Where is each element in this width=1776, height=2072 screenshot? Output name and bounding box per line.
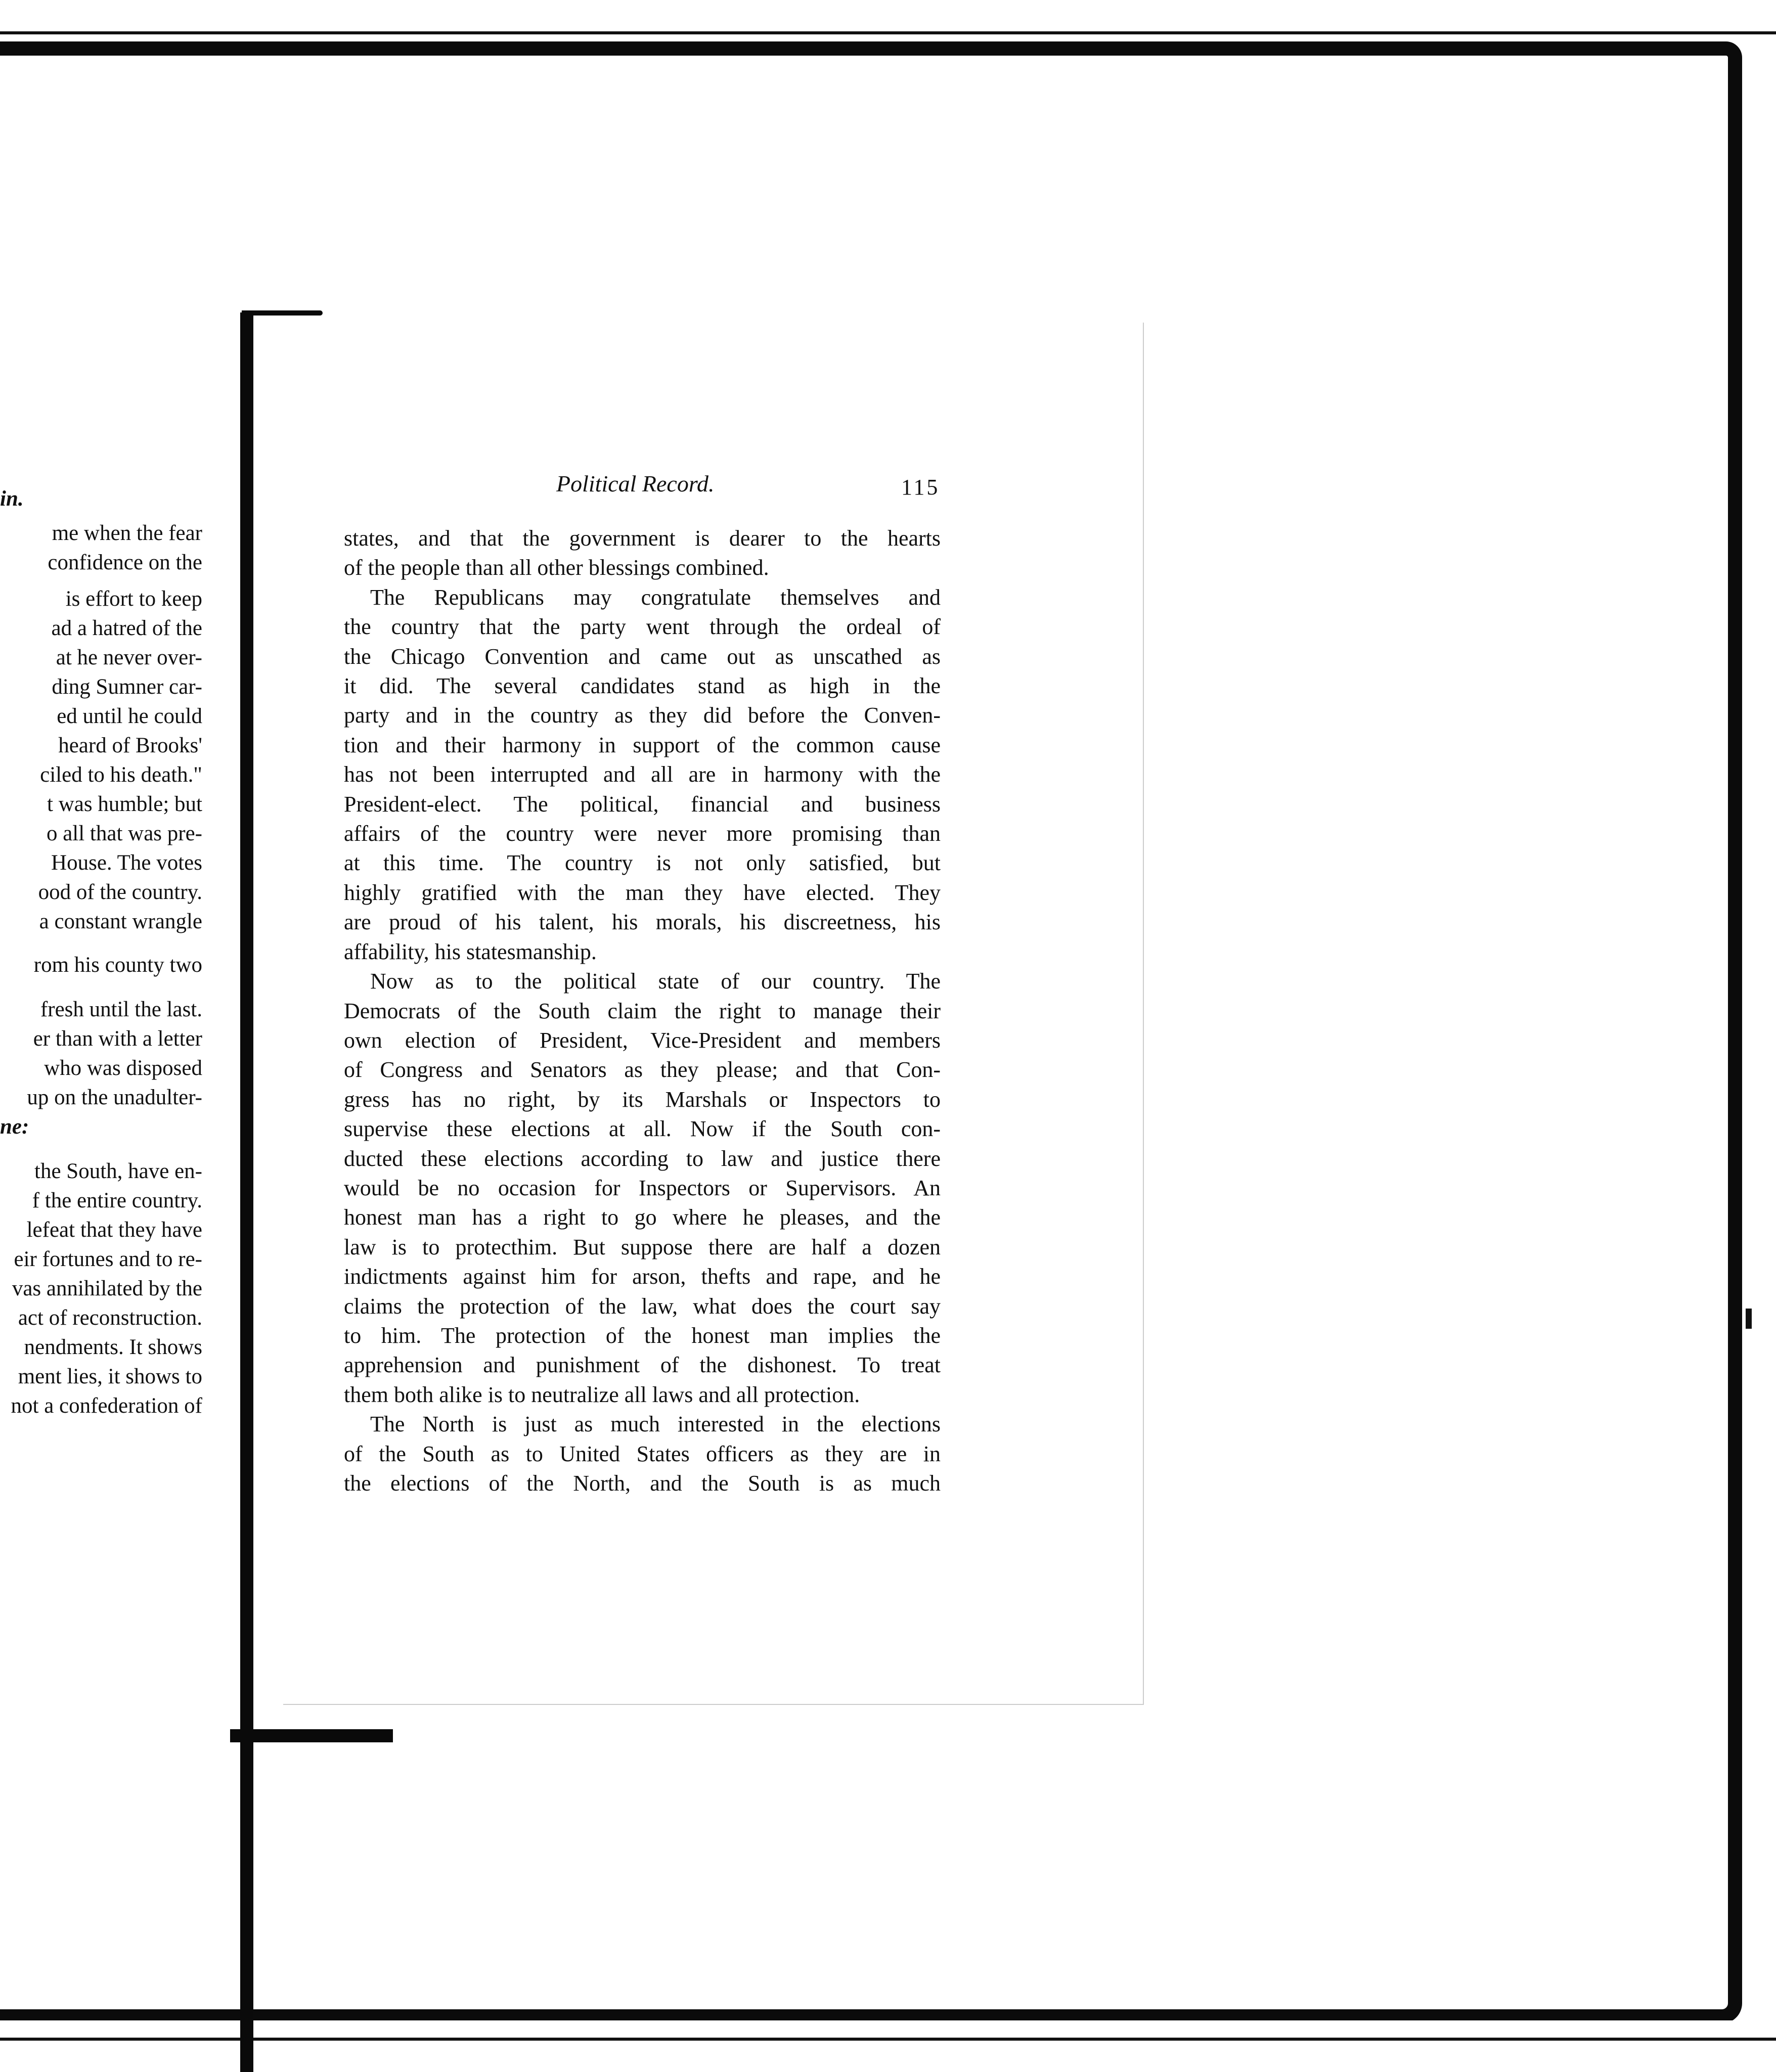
text-line: are proud of his talent, his morals, his discreetness, his (344, 910, 941, 935)
left-line: er than with a letter (33, 1027, 202, 1051)
left-line: me when the fear (52, 521, 202, 545)
left-line: the South, have en- (34, 1159, 202, 1183)
left-running-header: in. (0, 487, 24, 511)
gutter-bottom-bracket (230, 1729, 393, 1742)
text-line: at this time. The country is not only satisfied, but (344, 850, 941, 876)
film-edge-line-top (0, 31, 1776, 34)
text-line: affability, his statesmanship. (344, 939, 597, 964)
text-line: Democrats of the South claim the right to manage their (344, 998, 941, 1023)
text-line: party and in the country as they did before the Conven- (344, 703, 941, 728)
left-line: ne: (0, 1115, 29, 1139)
text-line: has not been interrupted and all are in harmony with the (344, 762, 941, 787)
text-line: the elections of the North, and the South is as much (344, 1471, 941, 1496)
book-gutter (240, 312, 253, 2072)
text-line: Now as to the political state of our country. The (370, 969, 941, 994)
left-line: ment lies, it shows to (18, 1365, 202, 1388)
running-header: Political Record. (556, 471, 715, 497)
left-line: t was humble; but (47, 792, 202, 816)
left-line: lefeat that they have (26, 1218, 202, 1242)
text-line: states, and that the government is dearer to the hearts (344, 526, 941, 551)
left-line: fresh until the last. (40, 998, 202, 1021)
gutter-top-cap (242, 310, 323, 316)
left-line: up on the unadulter- (27, 1086, 202, 1109)
text-line: would be no occasion for Inspectors or Supervisors. An (344, 1175, 941, 1200)
left-line: ad a hatred of the (51, 616, 202, 640)
left-line: ciled to his death." (40, 763, 202, 787)
text-line: of the people than all other blessings combined. (344, 555, 769, 580)
left-line: ed until he could (57, 704, 202, 728)
left-line: eir fortunes and to re- (14, 1247, 202, 1271)
page-number: 115 (901, 475, 940, 500)
text-line: affairs of the country were never more promising than (344, 821, 941, 846)
left-line: heard of Brooks' (58, 734, 202, 757)
text-line: of Congress and Senators as they please; and that Con- (344, 1057, 941, 1083)
text-line: them both alike is to neutralize all laws and all protection. (344, 1382, 860, 1407)
text-line: the country that the party went through the ordeal of (344, 614, 941, 640)
left-line: f the entire country. (32, 1189, 202, 1212)
left-line: not a confederation of (11, 1394, 202, 1418)
text-line: highly gratified with the man they have elected. They (344, 880, 941, 905)
left-line: who was disposed (44, 1056, 202, 1080)
left-line: at he never over- (56, 646, 202, 669)
left-line: ood of the country. (38, 880, 202, 904)
text-line: law is to protecthim. But suppose there are half a dozen (344, 1234, 941, 1259)
left-line: act of reconstruction. (18, 1306, 202, 1330)
left-line: vas annihilated by the (12, 1277, 202, 1300)
text-line: supervise these elections at all. Now if the South con- (344, 1116, 941, 1142)
left-line: rom his county two (33, 953, 202, 977)
text-line: honest man has a right to go where he pleases, and the (344, 1205, 941, 1230)
film-edge-line-bottom (0, 2038, 1776, 2041)
text-line: own election of President, Vice-President and members (344, 1027, 941, 1053)
text-line: it did. The several candidates stand as high in the (344, 673, 941, 699)
left-line: o all that was pre- (46, 822, 202, 845)
text-line: claims the protection of the law, what does the court say (344, 1293, 941, 1319)
film-edge-notch (1746, 1309, 1752, 1329)
left-line: a constant wrangle (39, 910, 202, 933)
text-line: gress has no right, by its Marshals or Inspectors to (344, 1087, 941, 1112)
text-line: to him. The protection of the honest man implies the (344, 1323, 941, 1348)
text-line: The Republicans may congratulate themselves and (370, 584, 941, 610)
text-line: of the South as to United States officers as they are in (344, 1441, 941, 1466)
left-line: nendments. It shows (24, 1335, 202, 1359)
microfilm-top-margin (0, 0, 1776, 46)
text-line: apprehension and punishment of the dishonest. To treat (344, 1353, 941, 1378)
left-line: confidence on the (48, 551, 202, 574)
left-line: is effort to keep (65, 587, 202, 611)
text-line: indictments against him for arson, thefts and rape, and he (344, 1264, 941, 1289)
right-page-body (344, 524, 941, 1498)
text-line: ducted these elections according to law and justice there (344, 1146, 941, 1171)
left-line: House. The votes (51, 851, 202, 875)
text-line: tion and their harmony in support of the common cause (344, 732, 941, 757)
text-line: President-elect. The political, financial and business (344, 791, 941, 817)
text-line: the Chicago Convention and came out as unscathed as (344, 644, 941, 669)
text-line: The North is just as much interested in the elections (370, 1412, 941, 1437)
left-line: ding Sumner car- (52, 675, 202, 699)
